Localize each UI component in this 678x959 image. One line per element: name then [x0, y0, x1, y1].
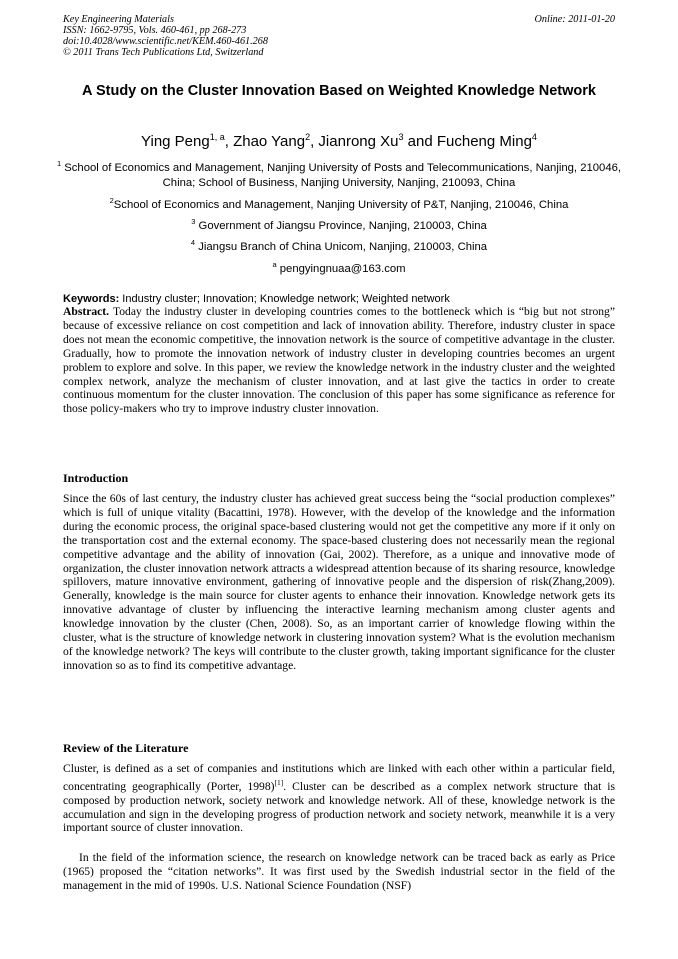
author-affiliation-mark: 3 [398, 132, 404, 142]
abstract-text: Today the industry cluster in developing countries comes to the bottleneck which is “big but not strong” because of excessive reliance on cost competition and lack of innovation ability. Therefore, industry cluster in space does not mean the economic competitive, the innovation network is the source of competitive advantage in the cluster. Gradually, how to promote the innovation network of industry cluster in developing countries becomes an urgent problem to explore and solve. In this paper, we review the knowledge network in the industry cluster and the weighted complex network, analyze the mechanism of cluster innovation, and at last give the tactics in order to create continuous momentum for the cluster innovation. The conclusion of this paper has some significance as reference for those policy-makers who try to improve industry cluster innovation. [63, 305, 615, 416]
review-paragraph-2: In the field of the information science, the research on knowledge network can be traced back as early as Price (1965) proposed the “citation networks”. It was first used by the Swedish industrial sector in the field of the management in the mid of 1990s. U.S. National Science Foundation (NSF) [63, 851, 615, 892]
paper-title: A Study on the Cluster Innovation Based on Weighted Knowledge Network [82, 83, 596, 99]
affiliation-4 [40, 235, 638, 255]
author-name: , Zhao Yang [224, 133, 306, 150]
introduction-paragraph: Since the 60s of last century, the industry cluster has achieved great success being the “social production complexes” which is full of unique vitality (Bacattini, 1978). However, with the develop of the knowledge and the information during the economic process, the original space-based clustering would not get the competitive any more if it only on the transportation cost and the external economy. The space-based clustering does not necessarily mean the regional competitive advantage and the ability of innovation (Gai, 2002). Therefore, as a unique and innovative mode of organization, the cluster innovation network attracts a widespread attention because of its sharing resource, knowledge spillovers, mature innovative environment, gathering of innovative people and the dispersion of risk(Zhang,2009). Generally, knowledge is the main source for cluster agents to enhance their innovation. Knowledge network gets its innovative advantage of cluster by influencing the interactive learning mechanism among cluster agents and knowledge innovation by the cluster (Chen, 2008). So, as an important carrier of knowledge flowing within the cluster, what is the structure of knowledge network in clustering innovation system? What is the evolution mechanism of the knowledge network? The keys will contribute to the cluster growth, taking important significance for the cluster innovation so as to find its competitive advantage. [63, 492, 615, 672]
author-affiliation-mark: 2 [305, 132, 311, 142]
keywords-label: Keywords: [63, 293, 120, 305]
review-heading: Review of the Literature [63, 741, 189, 755]
author-name: , Jianrong Xu [310, 133, 399, 150]
affiliation-text: School of Economics and Management, Nanjing University of P&T, Nanjing, 210046, China [113, 198, 569, 211]
affiliation-mark: 3 [191, 217, 196, 226]
author-affiliation-mark: 4 [531, 132, 537, 142]
corresponding-email [40, 257, 638, 277]
affiliation-mark: 1 [56, 159, 62, 168]
affiliation-mark: 2 [109, 196, 114, 205]
keywords [63, 292, 615, 306]
copyright-line: © 2011 Trans Tech Publications Ltd, Switzerland [63, 47, 264, 58]
author-affiliation-mark: 1, a [209, 132, 225, 142]
review-paragraph-1 [63, 762, 615, 835]
abstract [63, 305, 615, 416]
affiliation-1 [40, 156, 638, 191]
affiliation-3 [40, 214, 638, 234]
author-name: Ying Peng [141, 133, 210, 150]
doi-link[interactable]: doi:10.4028/www.scientific.net/KEM.460-461.268 [63, 36, 268, 47]
introduction-heading: Introduction [63, 471, 129, 485]
journal-name: Key Engineering Materials [63, 14, 174, 25]
online-date: Online: 2011-01-20 [534, 14, 615, 25]
citation-mark[interactable]: [1] [274, 777, 284, 787]
abstract-label: Abstract. [63, 305, 110, 318]
affiliation-mark: a [272, 260, 277, 269]
review-text: . Cluster can be described as a complex network structure that is composed by production network, society network and knowledge network. All of these, knowledge network is the accumulation and sign in the developing progress of production network and society network, meanwhile it is a very important source of cluster innovation. [63, 779, 616, 835]
affiliation-text: Jiangsu Branch of China Unicom, Nanjing, 210003, China [195, 240, 488, 253]
issn-line: ISSN: 1662-9795, Vols. 460-461, pp 268-273 [63, 25, 247, 36]
affiliation-text: School of Economics and Management, Nanjing University of Posts and Telecommunications, Nanjing, 210046, China; School of Business, Nanjing University, Nanjing, 210093, China [61, 161, 622, 189]
affiliation-text: Government of Jiangsu Province, Nanjing, 210003, China [195, 219, 487, 232]
author-name: and Fucheng Ming [403, 133, 532, 150]
review-text: Cluster, is defined as a set of companies and institutions which are linked with each other within a particular field, concentrating geographically (Porter, 1998) [63, 762, 615, 793]
affiliation-mark: 4 [190, 238, 196, 247]
affiliation-2 [40, 193, 638, 213]
keywords-text: Industry cluster; Innovation; Knowledge network; Weighted network [119, 293, 450, 305]
author-list [40, 128, 638, 151]
email-link[interactable]: pengyingnuaa@163.com [276, 262, 406, 275]
